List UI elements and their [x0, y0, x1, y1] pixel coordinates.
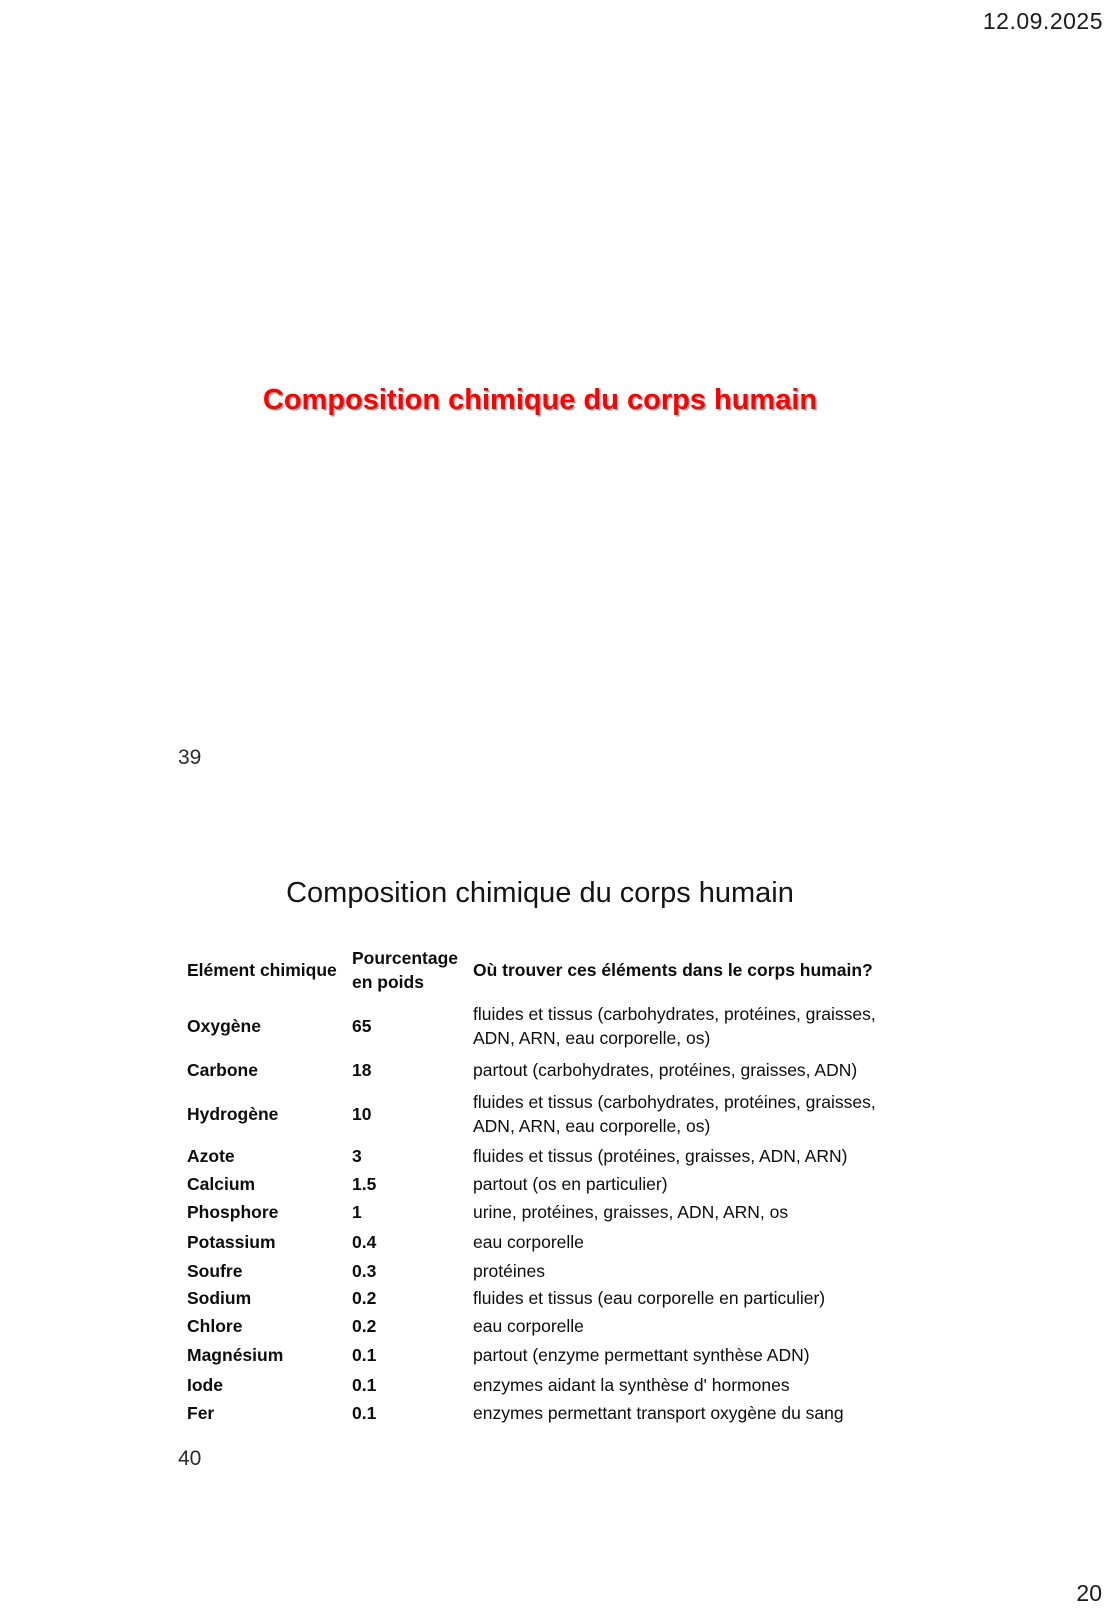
table-row: [187, 1142, 903, 1170]
table-row: [187, 1197, 903, 1227]
element-name-cell: Chlore: [187, 1316, 243, 1336]
where-cell: enzymes aidant la synthèse d' hormones: [473, 1374, 790, 1395]
percent-cell: 0.1: [352, 1402, 377, 1423]
element-name-cell: Iode: [187, 1374, 223, 1395]
element-name-cell: Azote: [187, 1146, 235, 1166]
percent-cell: 3: [352, 1146, 362, 1166]
element-name-cell: Potassium: [187, 1232, 276, 1252]
table-header-row: [187, 943, 903, 997]
element-name-cell: Fer: [187, 1402, 215, 1423]
table-row: [187, 1227, 903, 1257]
where-cell: partout (carbohydrates, protéines, graisses, ADN): [473, 1059, 858, 1080]
where-cell: urine, protéines, graisses, ADN, ARN, os: [473, 1202, 789, 1222]
where-cell: fluides et tissus (carbohydrates, protéines, graisses, ADN, ARN, eau corporelle, os): [473, 1091, 876, 1136]
where-cell: partout (os en particulier): [473, 1173, 668, 1194]
table-body: [187, 997, 903, 1426]
where-cell: enzymes permettant transport oxygène du sang: [473, 1402, 844, 1423]
header-where: Où trouver ces éléments dans le corps humain?: [473, 960, 873, 980]
slide-40-number: 40: [178, 1447, 202, 1470]
elements-table: [187, 943, 903, 1426]
element-name-cell: Oxygène: [187, 1015, 261, 1036]
slide-39-number: 39: [178, 746, 202, 769]
where-cell: eau corporelle: [473, 1316, 584, 1336]
element-name-cell: Calcium: [187, 1173, 256, 1194]
where-cell: protéines: [473, 1260, 545, 1281]
element-name-cell: Sodium: [187, 1288, 252, 1308]
where-cell: fluides et tissus (eau corporelle en particulier): [473, 1288, 826, 1308]
table-row: [187, 1340, 903, 1370]
where-cell: fluides et tissus (protéines, graisses, ADN, ARN): [473, 1146, 848, 1166]
table-row: [187, 997, 903, 1054]
element-name-cell: Hydrogène: [187, 1103, 279, 1124]
percent-cell: 0.3: [352, 1260, 377, 1281]
percent-cell: 65: [352, 1015, 372, 1036]
page-number: 20: [1076, 1580, 1102, 1606]
page-date: 12.09.2025: [982, 8, 1103, 34]
element-name-cell: Soufre: [187, 1260, 243, 1281]
percent-cell: 0.1: [352, 1374, 377, 1395]
where-cell: eau corporelle: [473, 1232, 584, 1252]
element-name-cell: Phosphore: [187, 1202, 279, 1222]
table-row: [187, 1370, 903, 1399]
slide-39-title: Composition chimique du corps humain: [262, 384, 818, 416]
percent-cell: 0.2: [352, 1316, 377, 1336]
table-row: [187, 1257, 903, 1284]
slide-40-title: Composition chimique du corps humain: [286, 877, 794, 909]
table-row: [187, 1399, 903, 1426]
element-name-cell: Carbone: [187, 1059, 258, 1080]
header-percent: Pourcentage en poids: [352, 948, 458, 992]
percent-cell: 1: [352, 1202, 362, 1222]
percent-cell: 10: [352, 1103, 372, 1124]
element-name-cell: Magnésium: [187, 1345, 284, 1365]
where-cell: partout (enzyme permettant synthèse ADN): [473, 1345, 810, 1365]
table-row: [187, 1054, 903, 1085]
percent-cell: 0.4: [352, 1232, 377, 1252]
header-element: Elément chimique: [187, 960, 337, 980]
table-row: [187, 1312, 903, 1340]
table-row: [187, 1170, 903, 1197]
table-row: [187, 1284, 903, 1312]
percent-cell: 18: [352, 1059, 372, 1080]
percent-cell: 0.2: [352, 1288, 377, 1308]
table-row: [187, 1085, 903, 1142]
percent-cell: 1.5: [352, 1173, 377, 1194]
percent-cell: 0.1: [352, 1345, 377, 1365]
where-cell: fluides et tissus (carbohydrates, protéines, graisses, ADN, ARN, eau corporelle, os): [473, 1003, 876, 1048]
